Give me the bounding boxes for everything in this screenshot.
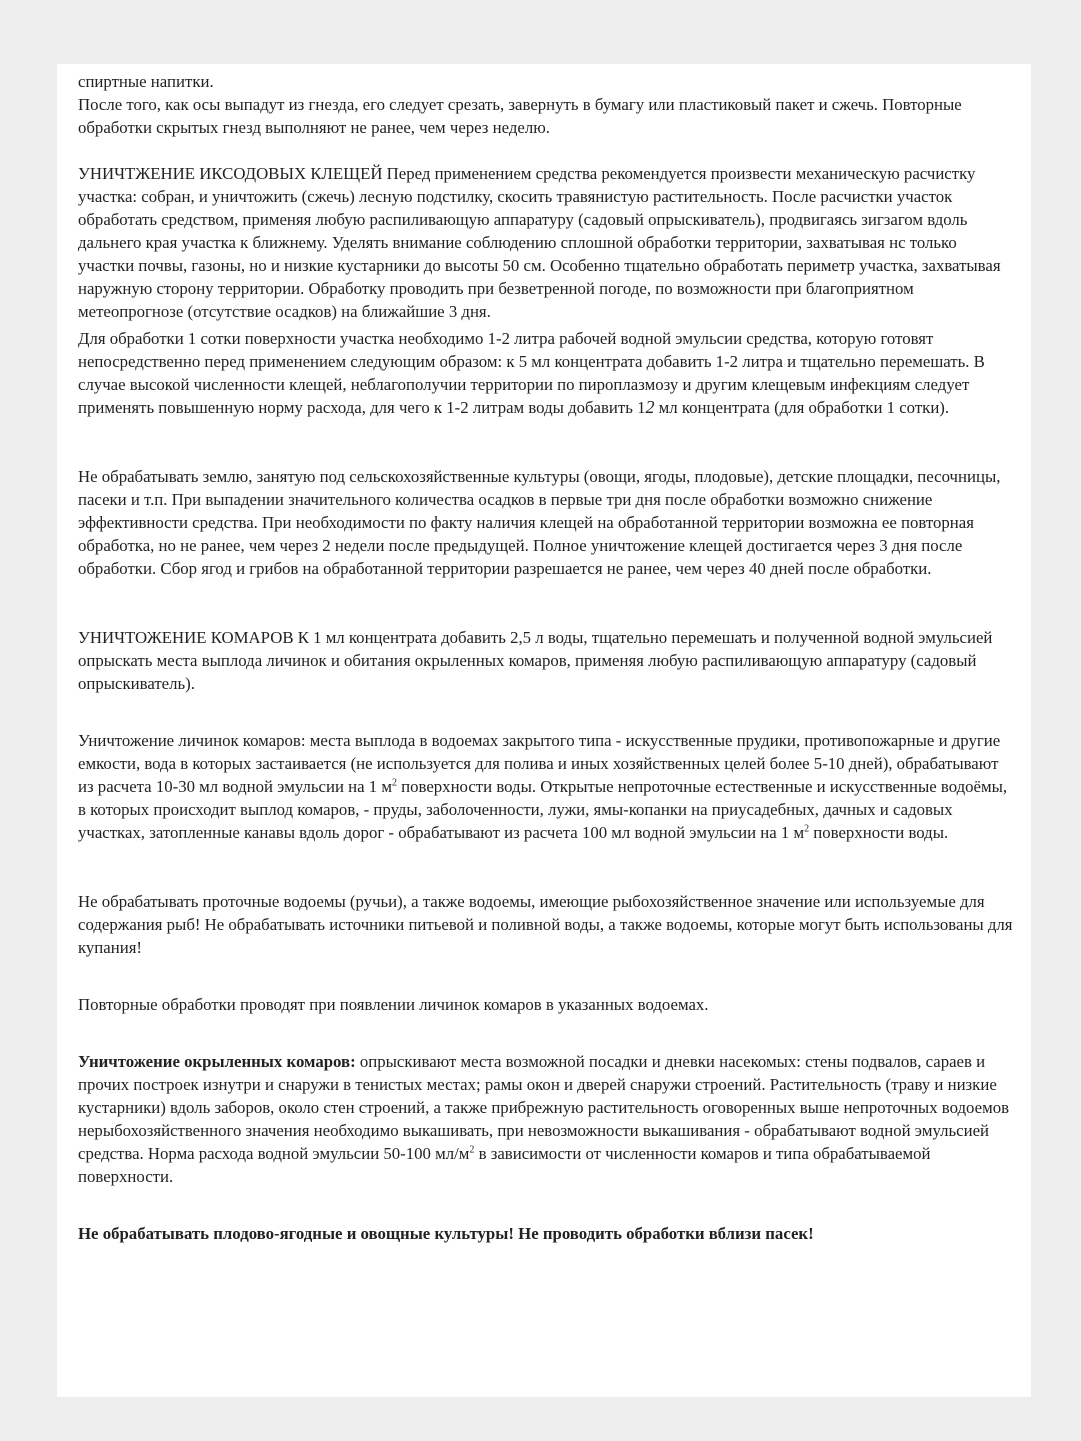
larvae-text-3: поверхности воды.	[809, 823, 949, 842]
paragraph-repeat	[78, 993, 1013, 1016]
paragraph-larvae	[78, 729, 1013, 844]
paragraph-no-treat-water	[78, 890, 1013, 959]
superscript: 2	[469, 1144, 475, 1156]
dose-number: 2	[645, 397, 655, 417]
document-page	[57, 64, 1031, 1397]
section-heading-mosquitoes: УНИЧТОЖЕНИЕ КОМАРОВ	[78, 628, 294, 647]
no-treat-water-text: Не обрабатывать проточные водоемы (ручьи), а также водоемы, имеющие рыбохозяйственное значение или используемые для содержания рыб! Не обрабатывать источники питьевой и поливной воды, а также водоемы, которые могут быть использованы для купания!	[78, 892, 1013, 957]
superscript: 2	[804, 823, 810, 835]
paragraph-mosquitoes	[78, 626, 1013, 695]
larvae-text-2: поверхности воды. Открытые непроточные естественные и искусственные водоёмы, в которых происходит выплод комаров, - пруды, заболоченности, лужи, ямы-копанки на приусадебных, дачных и садовых участках, затопленные канавы вдоль дорог - обрабатывают из расчета 100 мл водной эмульсии на 1 м	[78, 777, 1008, 842]
no-treat-land-text: Не обрабатывать землю, занятую под сельскохозяйственные культуры (овощи, ягоды, плодовые), детские площадки, песочницы, пасеки и т.п. При выпадении значительного количества осадков в первые три дня после обработки возможно снижение эффективности средства. При необходимости по факту наличия клещей на обработанной территории возможна ее повторная обработка, но не ранее, чем через 2 недели после предыдущей. Полное уничтожение клещей достигается через 3 дня после обработки. Сбор ягод и грибов на обработанной территории разрешается не ранее, чем через 40 дней после обработки.	[78, 467, 1001, 578]
text-line: После того, как осы выпадут из гнезда, его следует срезать, завернуть в бумагу или пластиковый пакет и сжечь. Повторные обработки скрытых гнезд выполняют не ранее, чем через неделю.	[78, 95, 962, 137]
mosquitoes-text: К 1 мл концентрата добавить 2,5 л воды, тщательно перемешать и полученной водной эмульсией опрыскать места выплода личинок и обитания окрыленных комаров, применяя любую распиливающую аппаратуру (садовый опрыскиватель).	[78, 628, 993, 693]
dose-text-end: мл концентрата (для обработки 1 сотки).	[654, 398, 950, 417]
paragraph-no-treat-land	[78, 465, 1013, 580]
ticks-text: Перед применением средства рекомендуется произвести механическую расчистку участка: собран, и уничтожить (сжечь) лесную подстилку, скосить травянистую растительность. После расчистки участок обработать средством, применяя любую распиливающую аппаратуру (садовый опрыскиватель), продвигаясь зигзагом вдоль дальнего края участка к ближнему. Уделять внимание соблюдению сплошной обработки территории, захватывая нс только участки почвы, газоны, но и низкие кустарники до высоты 50 см. Особенно тщательно обработать периметр участка, захватывая наружную сторону территории. Обработку проводить при безветренной погоде, по возможности при благоприятном метеопрогнозе (отсутствие осадков) на ближайшие 3 дня.	[78, 164, 1001, 321]
paragraph-dose	[78, 327, 1013, 419]
paragraph-ticks	[78, 162, 1013, 323]
paragraph-winged-mosquitoes	[78, 1050, 1013, 1188]
final-warning	[78, 1222, 1013, 1245]
dose-text: Для обработки 1 сотки поверхности участка необходимо 1-2 литра рабочей водной эмульсии средства, которую готовят непосредственно перед применением следующим образом: к 5 мл концентрата добавить 1-2 литра и тщательно перемешать. В случае высокой численности клещей, неблагополучии территории по пироплазмозу и другим клещевым инфекциям следует применять повышенную норму расхода, для чего к 1-2 литрам воды добавить 1	[78, 329, 985, 417]
paragraph-wasp-nest	[78, 70, 1013, 139]
larvae-text: Уничтожение личинок комаров: места выплода в водоемах закрытого типа - искусственные прудики, противопожарные и другие емкости, вода в которых застаивается (не используется для полива и иных хозяйственных целей более 5-10 дней), обрабатывают из расчета 10-30 мл водной эмульсии на 1 м	[78, 731, 1001, 796]
superscript: 2	[391, 777, 397, 789]
text-line: спиртные напитки.	[78, 72, 214, 91]
winged-text: опрыскивают места возможной посадки и дневки насекомых: стены подвалов, сараев и прочих построек изнутри и снаружи в тенистых местах; рамы окон и дверей снаружи строений. Растительность (траву и низкие кустарники) вдоль заборов, около стен строений, а также прибрежную растительность оговоренных выше непроточных водоемов нерыбохозяйственного значения необходимо выкашивать, при невозможности выкашивания - обрабатывают водной эмульсией средства. Норма расхода водной эмульсии 50-100 мл/м	[78, 1052, 1010, 1163]
section-heading-winged: Уничтожение окрыленных комаров:	[78, 1052, 356, 1071]
winged-text-2: в зависимости от численности комаров и типа обрабатываемой поверхности.	[78, 1144, 931, 1186]
final-warning-text: Не обрабатывать плодово-ягодные и овощные культуры! Не проводить обработки вблизи пасек!	[78, 1224, 814, 1243]
section-heading-ticks: УНИЧТЖЕНИЕ ИКСОДОВЫХ КЛЕЩЕЙ	[78, 164, 383, 183]
repeat-text: Повторные обработки проводят при появлении личинок комаров в указанных водоемах.	[78, 995, 709, 1014]
